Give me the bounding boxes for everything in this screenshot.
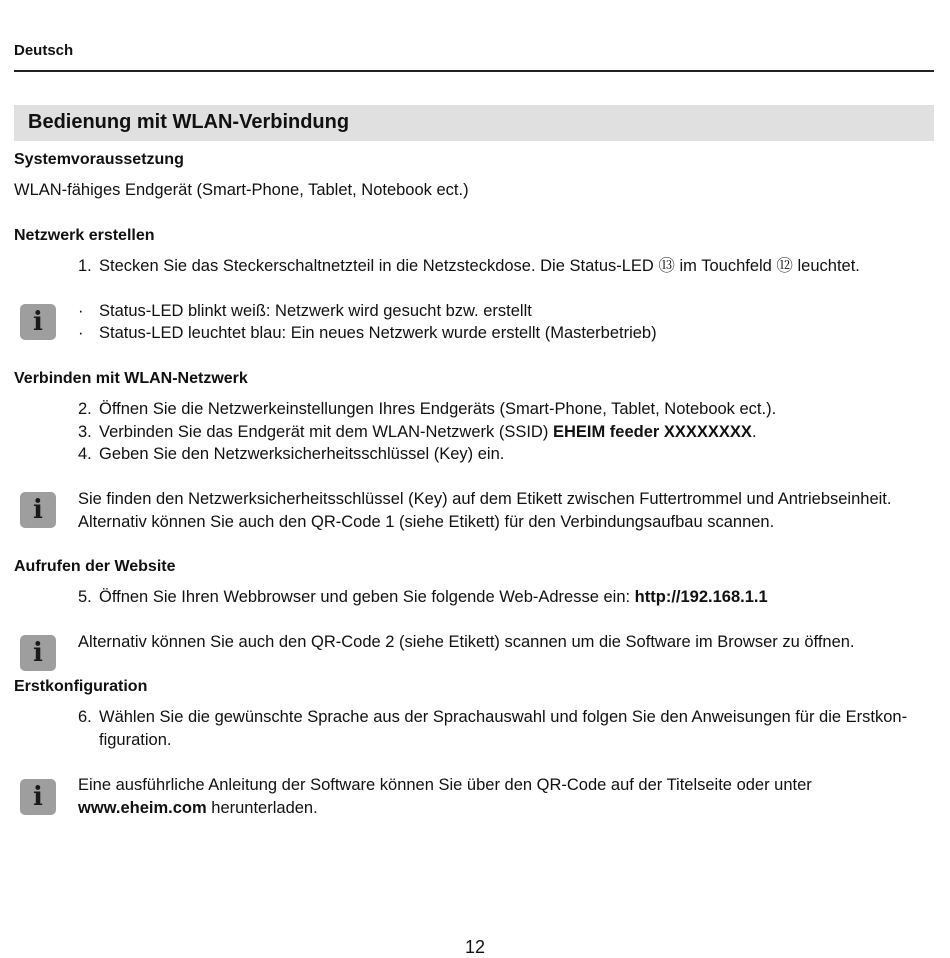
step-number: 6.	[78, 708, 92, 726]
step-5-text: Öffnen Sie Ihren Webbrowser und geben Sie folgende Web-Adresse ein: http://192.168.1.1	[99, 588, 768, 606]
ssid-value: EHEIM feeder XXXXXXXX	[552, 423, 752, 441]
step-number: 2.	[78, 400, 92, 418]
info-text: Sie finden den Netzwerksicherheitsschlüssel (Key) auf dem Etikett zwischen Futtertrommel und Antriebseinheit.	[78, 490, 892, 508]
info-text: Alternativ können Sie auch den QR-Code 1 (siehe Etikett) für den Verbindungsaufbau scannen.	[78, 513, 775, 531]
header-divider	[14, 70, 934, 72]
info-bullet-2: Status-LED leuchtet blau: Ein neues Netzwerk wurde erstellt (Masterbetrieb)	[99, 324, 657, 342]
info-text: Eine ausführliche Anleitung der Software können Sie über den QR-Code auf der Titelseite oder unter	[78, 776, 812, 794]
step-3-text: Verbinden Sie das Endgerät mit dem WLAN-Netzwerk (SSID) EHEIM feeder XXXXXXXX.	[99, 423, 757, 441]
bullet-mark: ·	[78, 324, 84, 342]
system-heading: Systemvoraussetzung	[14, 151, 184, 168]
page-number: 12	[464, 937, 486, 957]
language-label: Deutsch	[14, 42, 74, 59]
network-heading: Netzwerk erstellen	[14, 227, 155, 244]
step-number: 4.	[78, 445, 92, 463]
info-icon: i	[20, 492, 56, 528]
step-number: 3.	[78, 423, 92, 441]
website-link: www.eheim.com	[78, 799, 207, 817]
config-heading: Erstkonfiguration	[14, 678, 148, 695]
step-2-text: Öffnen Sie die Netzwerkeinstellungen Ihres Endgeräts (Smart-Phone, Tablet, Notebook ect.).	[99, 400, 777, 418]
system-text: WLAN-fähiges Endgerät (Smart-Phone, Tablet, Notebook ect.)	[14, 181, 469, 199]
web-address: http://192.168.1.1	[634, 588, 768, 606]
step-6-text: Wählen Sie die gewünschte Sprache aus der Sprachauswahl und folgen Sie den Anweisungen für die Erstkon-	[99, 708, 908, 726]
info-bullet-1: Status-LED blinkt weiß: Netzwerk wird gesucht bzw. erstellt	[99, 302, 532, 320]
section-title: Bedienung mit WLAN-Verbindung	[28, 111, 350, 133]
info-icon: i	[20, 635, 56, 671]
bullet-mark: ·	[78, 302, 84, 320]
info-text: Alternativ können Sie auch den QR-Code 2 (siehe Etikett) scannen um die Software im Browser zu öffnen.	[78, 633, 855, 651]
step-6-text-continued: figuration.	[99, 731, 172, 749]
website-heading: Aufrufen der Website	[14, 558, 176, 575]
info-icon: i	[20, 304, 56, 340]
step-number: 5.	[78, 588, 92, 606]
connect-heading: Verbinden mit WLAN-Netzwerk	[14, 370, 248, 387]
step-number: 1.	[78, 257, 92, 275]
info-text: www.eheim.com herunterladen.	[78, 799, 318, 817]
step-4-text: Geben Sie den Netzwerksicherheitsschlüssel (Key) ein.	[99, 445, 505, 463]
step-1-text: Stecken Sie das Steckerschaltnetzteil in die Netzsteckdose. Die Status-LED ⑬ im Touchfeld ⑫ leuchtet.	[99, 257, 860, 275]
info-icon: i	[20, 779, 56, 815]
